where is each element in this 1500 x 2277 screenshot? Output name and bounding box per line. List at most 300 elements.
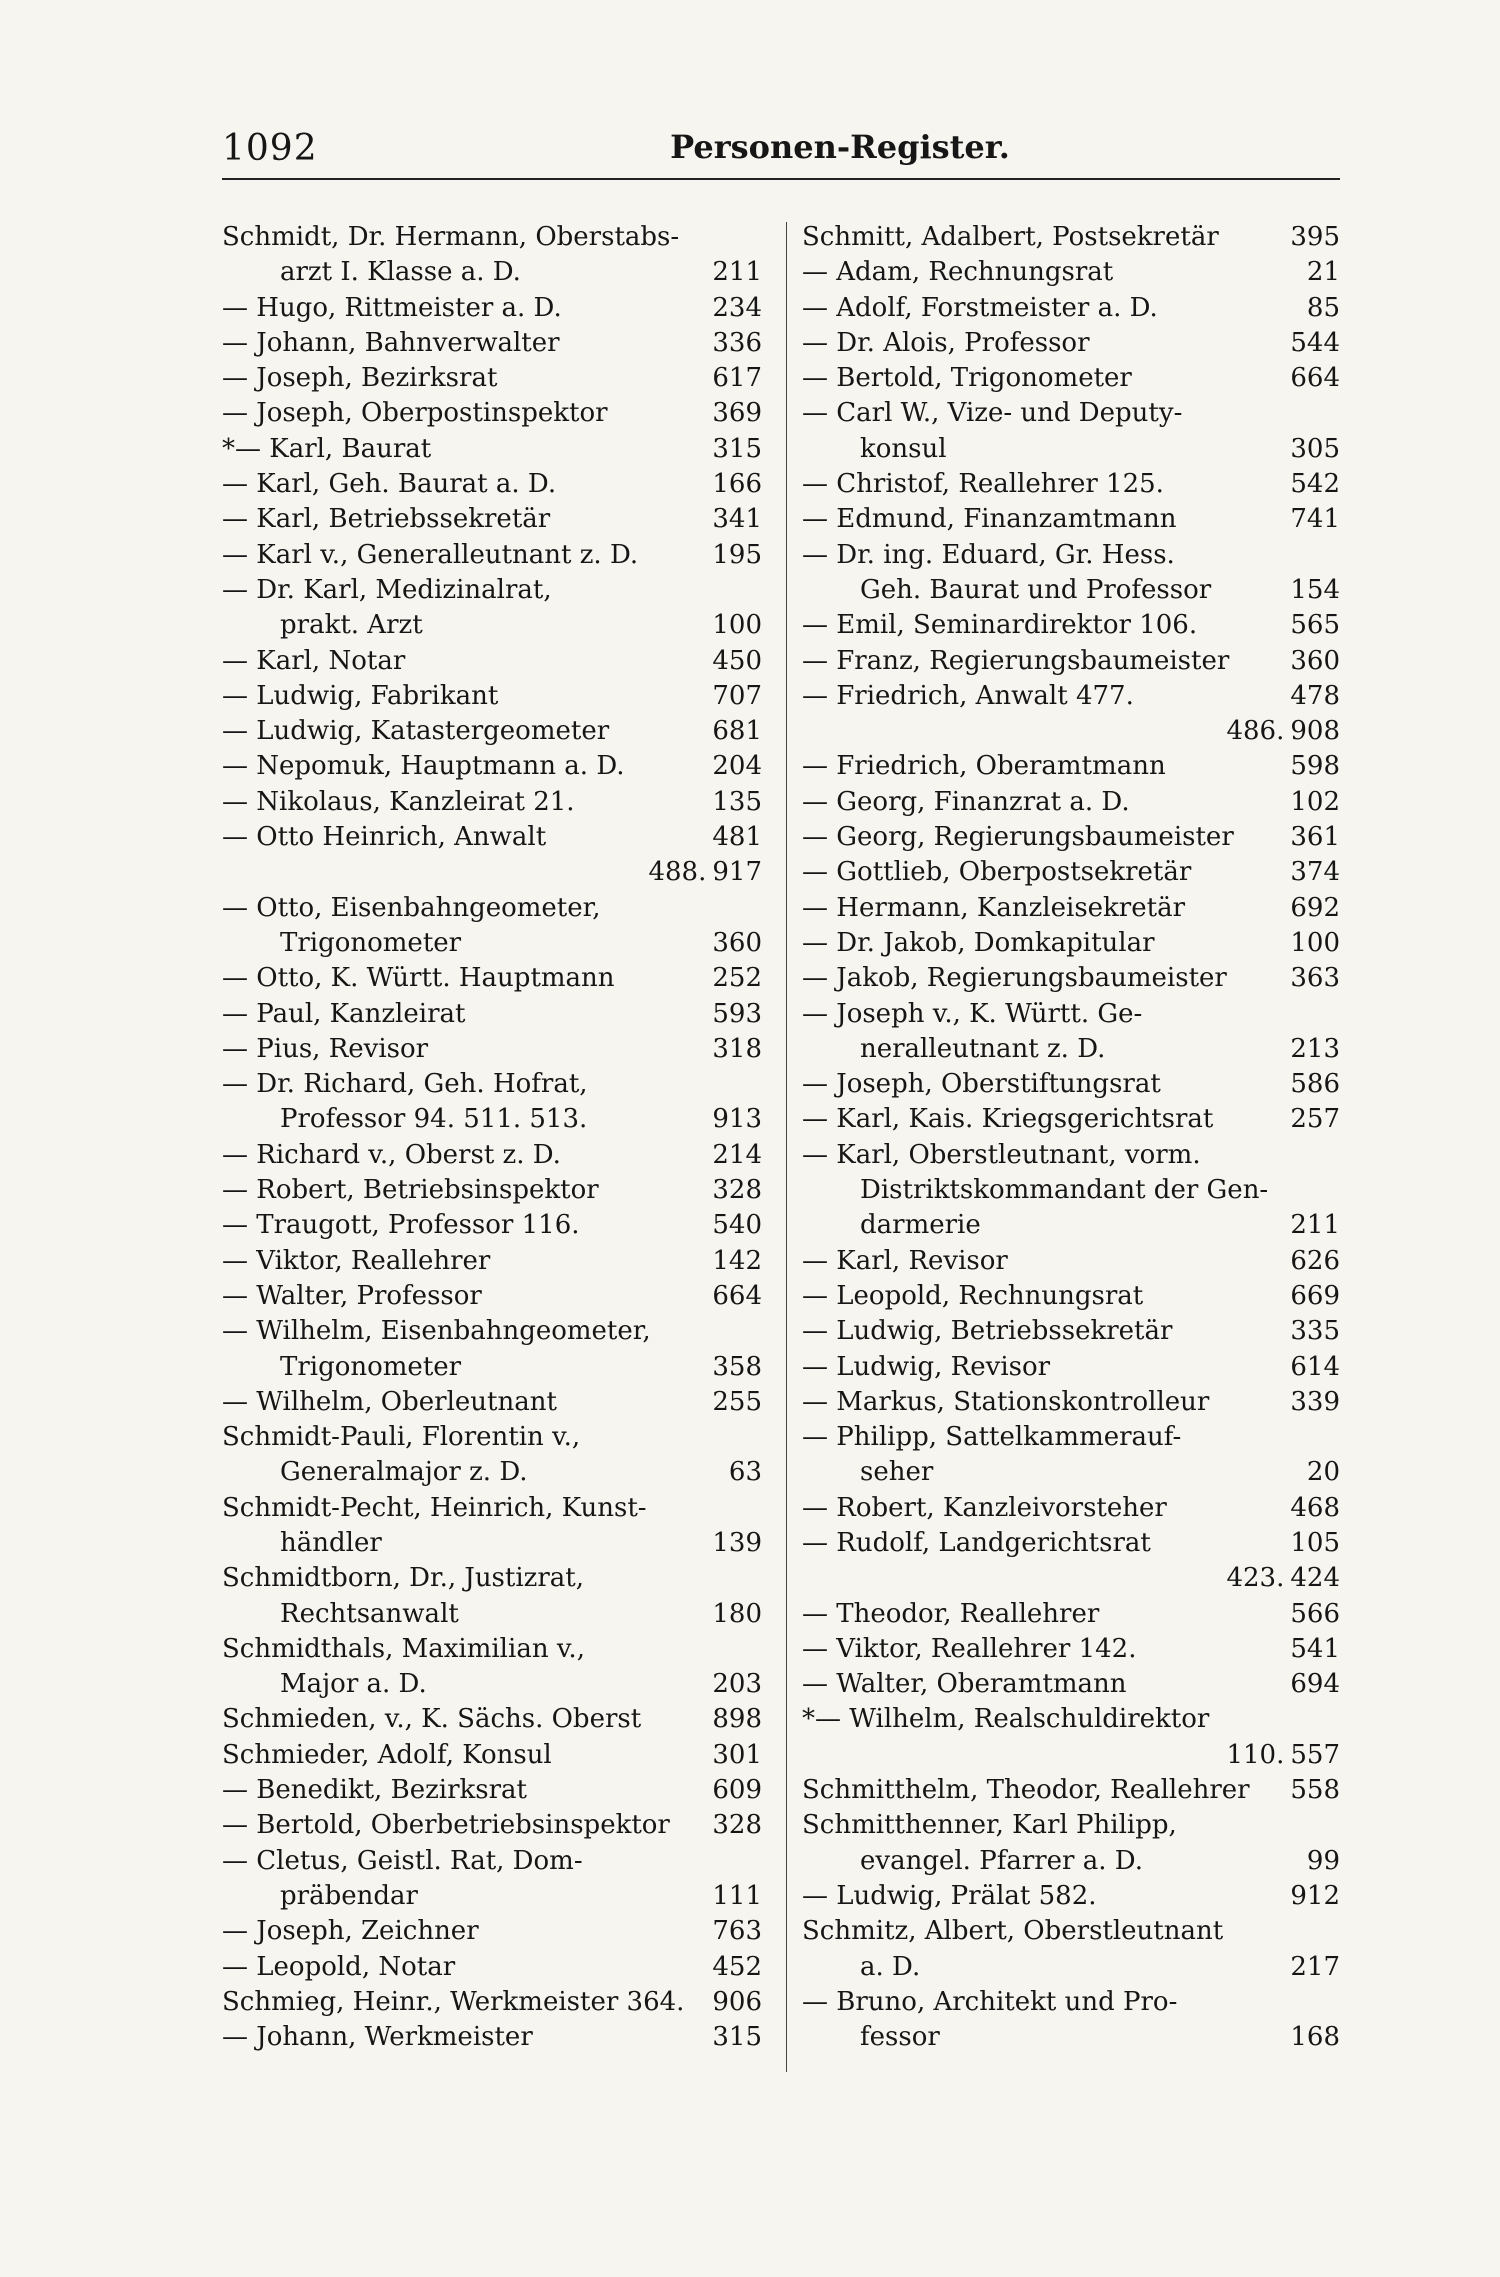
register-line [802,1844,1340,1879]
entry-text: — Carl W., Vize- und Deputy- [802,398,1183,429]
page-reference: 617 [712,363,762,394]
register-line [222,997,762,1032]
register-column-right [802,220,1340,2055]
register-line [802,1208,1340,1243]
register-line [802,1702,1340,1737]
page-reference [756,1561,762,1596]
entry-text: 488. [648,857,707,888]
register-line [222,1561,762,1596]
entry-text: — Rudolf, Landgerichtsrat [802,1527,1151,1558]
page-reference: 63 [728,1457,762,1488]
register-line [802,749,1340,784]
page-reference: 542 [1290,469,1340,500]
register-line [802,1632,1340,1667]
entry-text: Schmidtborn, Dr., Justizrat, [222,1563,585,1594]
register-line [802,255,1340,290]
register-line [222,291,762,326]
register-line [802,502,1340,537]
page-reference: 586 [1290,1069,1340,1100]
register-line [802,714,1340,749]
page-reference: 255 [712,1386,762,1417]
page-reference: 360 [712,927,762,958]
register-line [222,467,762,502]
page-reference: 21 [1306,257,1340,288]
page-reference: 213 [1290,1033,1340,1064]
page-reference: 195 [712,539,762,570]
entry-text: — Nikolaus, Kanzleirat 21. [222,786,575,817]
entry-text: — Bertold, Trigonometer [802,363,1132,394]
entry-text: — Georg, Regierungsbaumeister [802,822,1234,853]
page-number: 1092 [222,128,318,169]
register-line [802,326,1340,361]
page-reference: 369 [712,398,762,429]
register-line [802,997,1340,1032]
page-reference: 598 [1290,751,1340,782]
register-line [222,502,762,537]
page-reference: 339 [1290,1386,1340,1417]
entry-text: — Karl, Notar [222,645,406,676]
page-reference [756,1491,762,1526]
register-line [222,1173,762,1208]
entry-text: — Friedrich, Oberamtmann [802,751,1166,782]
register-line [222,1526,762,1561]
entry-text: Major a. D. [280,1669,427,1700]
entry-text: — Richard v., Oberst z. D. [222,1139,561,1170]
register-line [802,1561,1340,1596]
register-line [222,926,762,961]
register-line [222,361,762,396]
page-reference: 664 [1290,363,1340,394]
entry-text: — Karl, Revisor [802,1245,1008,1276]
page-reference: 211 [1290,1210,1340,1241]
page-reference: 328 [712,1810,762,1841]
register-line [802,1667,1340,1702]
page-reference: 315 [712,433,762,464]
register-line [222,749,762,784]
page-reference: 214 [712,1139,762,1170]
entry-text: — Karl, Betriebssekretär [222,504,551,535]
entry-text: konsul [860,433,947,464]
register-line [222,326,762,361]
entry-text: — Joseph, Oberpostinspektor [222,398,608,429]
page-reference [1334,1173,1340,1208]
register-line [222,1597,762,1632]
register-line [222,1314,762,1349]
register-line [802,291,1340,326]
page-reference: 540 [712,1210,762,1241]
page-reference: 450 [712,645,762,676]
register-line [802,1102,1340,1137]
entry-text: Schmitthelm, Theodor, Reallehrer [802,1775,1250,1806]
page-reference: 664 [712,1280,762,1311]
entry-text: — Dr. Karl, Medizinalrat, [222,574,552,605]
register-line [802,432,1340,467]
page-reference: 211 [712,257,762,288]
register-line [222,1208,762,1243]
register-line [802,608,1340,643]
entry-text: — Ludwig, Katastergeometer [222,716,610,747]
register-line [802,1385,1340,1420]
page-reference: 217 [1290,1951,1340,1982]
register-line [222,644,762,679]
entry-text: — Philipp, Sattelkammerauf- [802,1422,1182,1453]
page-reference: 763 [712,1916,762,1947]
page-reference: 898 [712,1704,762,1735]
page-reference: 481 [712,822,762,853]
page-reference: 558 [1290,1775,1340,1806]
entry-text: Schmieden, v., K. Sächs. Oberst [222,1704,642,1735]
entry-text: — Emil, Seminardirektor 106. [802,610,1198,641]
page-reference: 305 [1290,433,1340,464]
register-line [222,220,762,255]
register-line [802,1420,1340,1455]
entry-text: — Bertold, Oberbetriebsinspektor [222,1810,670,1841]
entry-text: händler [280,1527,382,1558]
entry-text: — Benedikt, Bezirksrat [222,1775,527,1806]
register-line [222,255,762,290]
register-line [802,1350,1340,1385]
page-reference: 203 [712,1669,762,1700]
entry-text: — Gottlieb, Oberpostsekretär [802,857,1192,888]
register-line [802,1173,1340,1208]
entry-text: — Walter, Oberamtmann [802,1669,1127,1700]
page-reference [1334,538,1340,573]
entry-text: — Jakob, Regierungsbaumeister [802,963,1227,994]
register-line [222,1950,762,1985]
register-line [802,361,1340,396]
entry-text: — Wilhelm, Oberleutnant [222,1386,557,1417]
entry-text: — Theodor, Reallehrer [802,1598,1100,1629]
page-reference: 681 [712,716,762,747]
register-line [222,1773,762,1808]
register-line [222,608,762,643]
page-reference [756,1844,762,1879]
register-line [802,679,1340,714]
register-line [802,573,1340,608]
register-line [802,1067,1340,1102]
register-line [222,714,762,749]
register-line [802,1985,1340,2020]
entry-text: *— Karl, Baurat [222,433,432,464]
page-reference: 565 [1290,610,1340,641]
register-line [222,1491,762,1526]
page-reference [756,1067,762,1102]
page-reference: 257 [1290,1104,1340,1135]
register-line [222,1420,762,1455]
page-reference: 626 [1290,1245,1340,1276]
register-line [802,926,1340,961]
entry-text: evangel. Pfarrer a. D. [860,1845,1143,1876]
register-line [222,1350,762,1385]
entry-text: Trigonometer [280,1351,462,1382]
register-line [802,1491,1340,1526]
entry-text: arzt I. Klasse a. D. [280,257,521,288]
entry-text: prakt. Arzt [280,610,423,641]
entry-text: — Otto, K. Württ. Hauptmann [222,963,615,994]
page-reference [756,1314,762,1349]
entry-text: seher [860,1457,934,1488]
entry-text: — Karl, Kais. Kriegsgerichtsrat [802,1104,1214,1135]
page-reference [1334,1138,1340,1173]
entry-text: — Georg, Finanzrat a. D. [802,786,1130,817]
entry-text: — Viktor, Reallehrer [222,1245,491,1276]
entry-text: — Karl, Geh. Baurat a. D. [222,469,557,500]
entry-text: — Pius, Revisor [222,1033,429,1064]
register-line [802,220,1340,255]
entry-text: — Johann, Werkmeister [222,2022,533,2053]
page-reference: 669 [1290,1280,1340,1311]
register-column-left [222,220,762,2055]
register-line [222,1985,762,2020]
entry-text: — Walter, Professor [222,1280,482,1311]
entry-text: — Hugo, Rittmeister a. D. [222,292,562,323]
page-reference: 361 [1290,822,1340,853]
entry-text: — Cletus, Geistl. Rat, Dom- [222,1845,583,1876]
register-line [222,1067,762,1102]
page-reference: 111 [712,1880,762,1911]
page-reference: 234 [712,292,762,323]
page-reference: 168 [1290,2022,1340,2053]
page-reference: 374 [1290,857,1340,888]
register-line [222,1455,762,1490]
register-line [222,1879,762,1914]
entry-text: — Adam, Rechnungsrat [802,257,1114,288]
page-reference [1334,1985,1340,2020]
entry-text: — Ludwig, Prälat 582. [802,1880,1097,1911]
page-reference: 315 [712,2022,762,2053]
entry-text: Schmieder, Adolf, Konsul [222,1739,552,1770]
entry-text: Professor 94. 511. 513. [280,1104,588,1135]
register-line [802,538,1340,573]
page-reference [756,220,762,255]
page-reference [1334,1914,1340,1949]
register-line [222,1702,762,1737]
page-reference: 252 [712,963,762,994]
register-line [802,1738,1340,1773]
entry-text: — Christof, Reallehrer 125. [802,469,1164,500]
entry-text: — Johann, Bahnverwalter [222,327,560,358]
entry-text: — Joseph v., K. Württ. Ge- [802,998,1143,1029]
entry-text: — Nepomuk, Hauptmann a. D. [222,751,625,782]
register-line [802,396,1340,431]
entry-text: — Leopold, Rechnungsrat [802,1280,1144,1311]
page-reference: 478 [1290,680,1340,711]
register-line [802,1808,1340,1843]
register-line [222,891,762,926]
entry-text: Schmidt, Dr. Hermann, Oberstabs- [222,222,680,252]
entry-text: Schmitz, Albert, Oberstleutnant [802,1916,1224,1947]
entry-text: — Dr. Jakob, Domkapitular [802,927,1155,958]
entry-text: — Robert, Kanzleivorsteher [802,1492,1167,1523]
entry-text: Schmidt-Pauli, Florentin v., [222,1422,581,1453]
page-reference [756,1632,762,1667]
entry-text: — Robert, Betriebsinspektor [222,1175,599,1206]
page-reference: 100 [712,610,762,641]
entry-text: Schmidthals, Maximilian v., [222,1633,585,1664]
register-line [802,891,1340,926]
entry-text: — Dr. ing. Eduard, Gr. Hess. [802,539,1175,570]
register-line [222,1632,762,1667]
entry-text: — Franz, Regierungsbaumeister [802,645,1230,676]
register-line [802,1279,1340,1314]
entry-text: Schmieg, Heinr., Werkmeister 364. [222,1986,685,2017]
entry-text: — Dr. Richard, Geh. Hofrat, [222,1069,588,1100]
page-reference: 154 [1290,574,1340,605]
entry-text: — Otto Heinrich, Anwalt [222,822,547,853]
register-line [802,2020,1340,2055]
register-line [222,961,762,996]
register-line [802,785,1340,820]
page-reference: 139 [712,1527,762,1558]
register-line [802,1244,1340,1279]
register-line [222,1385,762,1420]
entry-text: Generalmajor z. D. [280,1457,528,1488]
entry-text: — Viktor, Reallehrer 142. [802,1633,1137,1664]
register-line [222,396,762,431]
page-reference: 593 [712,998,762,1029]
register-line [802,961,1340,996]
register-line [222,1032,762,1067]
page-reference: 566 [1290,1598,1340,1629]
entry-text: — Friedrich, Anwalt 477. [802,680,1134,711]
register-line [222,679,762,714]
page-reference [756,1420,762,1455]
page-reference: 180 [712,1598,762,1629]
header-rule [222,178,1340,180]
page-reference [756,891,762,926]
page-reference: 395 [1290,222,1340,252]
entry-text: darmerie [860,1210,981,1241]
register-line [802,1526,1340,1561]
page-reference: 20 [1306,1457,1340,1488]
entry-text: Schmidt-Pecht, Heinrich, Kunst- [222,1492,647,1523]
page-reference [1334,1420,1340,1455]
entry-text: Schmitt, Adalbert, Postsekretär [802,222,1219,252]
entry-text: — Dr. Alois, Professor [802,327,1090,358]
page-reference: 301 [712,1739,762,1770]
page-reference: 336 [712,327,762,358]
page-reference: 360 [1290,645,1340,676]
register-line [802,1914,1340,1949]
page-reference: 544 [1290,327,1340,358]
page-reference [1334,997,1340,1032]
entry-text: — Leopold, Notar [222,1951,456,1982]
register-line [802,1879,1340,1914]
entry-text: — Markus, Stationskontrolleur [802,1386,1210,1417]
page-reference: 142 [712,1245,762,1276]
page-reference [1334,1808,1340,1843]
register-line [222,1667,762,1702]
register-line [802,1455,1340,1490]
page-reference [756,573,762,608]
page-reference: 707 [712,680,762,711]
page-title: Personen-Register. [670,128,1010,166]
register-line [222,1844,762,1879]
register-line [222,573,762,608]
page-reference: 204 [712,751,762,782]
page-reference: 105 [1290,1527,1340,1558]
entry-text: präbendar [280,1880,418,1911]
entry-text: neralleutnant z. D. [860,1033,1106,1064]
page-reference: 912 [1290,1880,1340,1911]
entry-text: Schmitthenner, Karl Philipp, [802,1810,1177,1841]
register-line [222,785,762,820]
entry-text: Trigonometer [280,927,462,958]
page-reference: 358 [712,1351,762,1382]
page-reference: 908 [1290,716,1340,747]
entry-text: — Wilhelm, Eisenbahngeometer, [222,1316,651,1347]
page-reference: 135 [712,786,762,817]
page-reference: 341 [712,504,762,535]
register-line [802,1950,1340,1985]
entry-text: — Ludwig, Betriebssekretär [802,1316,1173,1347]
page-reference: 99 [1306,1845,1340,1876]
entry-text: *— Wilhelm, Realschuldirektor [802,1704,1210,1735]
column-divider [786,222,787,2072]
entry-text: — Joseph, Bezirksrat [222,363,498,394]
register-line [802,1773,1340,1808]
page-reference: 468 [1290,1492,1340,1523]
page-reference: 741 [1290,504,1340,535]
entry-text: — Karl v., Generalleutnant z. D. [222,539,639,570]
entry-text: — Joseph, Zeichner [222,1916,479,1947]
entry-text: Distriktskommandant der Gen- [860,1175,1269,1206]
page-reference: 102 [1290,786,1340,817]
register-line [222,432,762,467]
entry-text: — Traugott, Professor 116. [222,1210,580,1241]
page-reference: 363 [1290,963,1340,994]
page-reference [1334,1702,1340,1737]
page-reference: 906 [712,1986,762,2017]
register-line [222,1138,762,1173]
entry-text: — Paul, Kanzleirat [222,998,466,1029]
page-reference: 692 [1290,892,1340,923]
entry-text: — Karl, Oberstleutnant, vorm. [802,1139,1201,1170]
entry-text: — Otto, Eisenbahngeometer, [222,892,601,923]
entry-text: 423. [1226,1563,1285,1594]
page-reference: 335 [1290,1316,1340,1347]
page-reference: 328 [712,1175,762,1206]
register-line [222,1738,762,1773]
register-line [222,855,762,890]
entry-text: fessor [860,2022,940,2053]
entry-text: — Adolf, Forstmeister a. D. [802,292,1158,323]
page-reference: 424 [1290,1563,1340,1594]
page-reference: 100 [1290,927,1340,958]
page-reference: 85 [1306,292,1340,323]
entry-text: Rechtsanwalt [280,1598,459,1629]
register-line [222,820,762,855]
entry-text: — Ludwig, Fabrikant [222,680,499,711]
entry-text: a. D. [860,1951,921,1982]
page-reference: 318 [712,1033,762,1064]
page-reference [1334,396,1340,431]
register-line [222,2020,762,2055]
page-reference: 614 [1290,1351,1340,1382]
register-line [802,855,1340,890]
register-line [802,467,1340,502]
page-reference: 452 [712,1951,762,1982]
page-reference: 917 [712,857,762,888]
register-line [222,1244,762,1279]
page-reference: 557 [1290,1739,1340,1770]
register-line [222,1808,762,1843]
page-reference: 694 [1290,1669,1340,1700]
register-line [802,820,1340,855]
entry-text: — Edmund, Finanzamtmann [802,504,1177,535]
entry-text: — Hermann, Kanzleisekretär [802,892,1185,923]
entry-text: Geh. Baurat und Professor [860,574,1212,605]
